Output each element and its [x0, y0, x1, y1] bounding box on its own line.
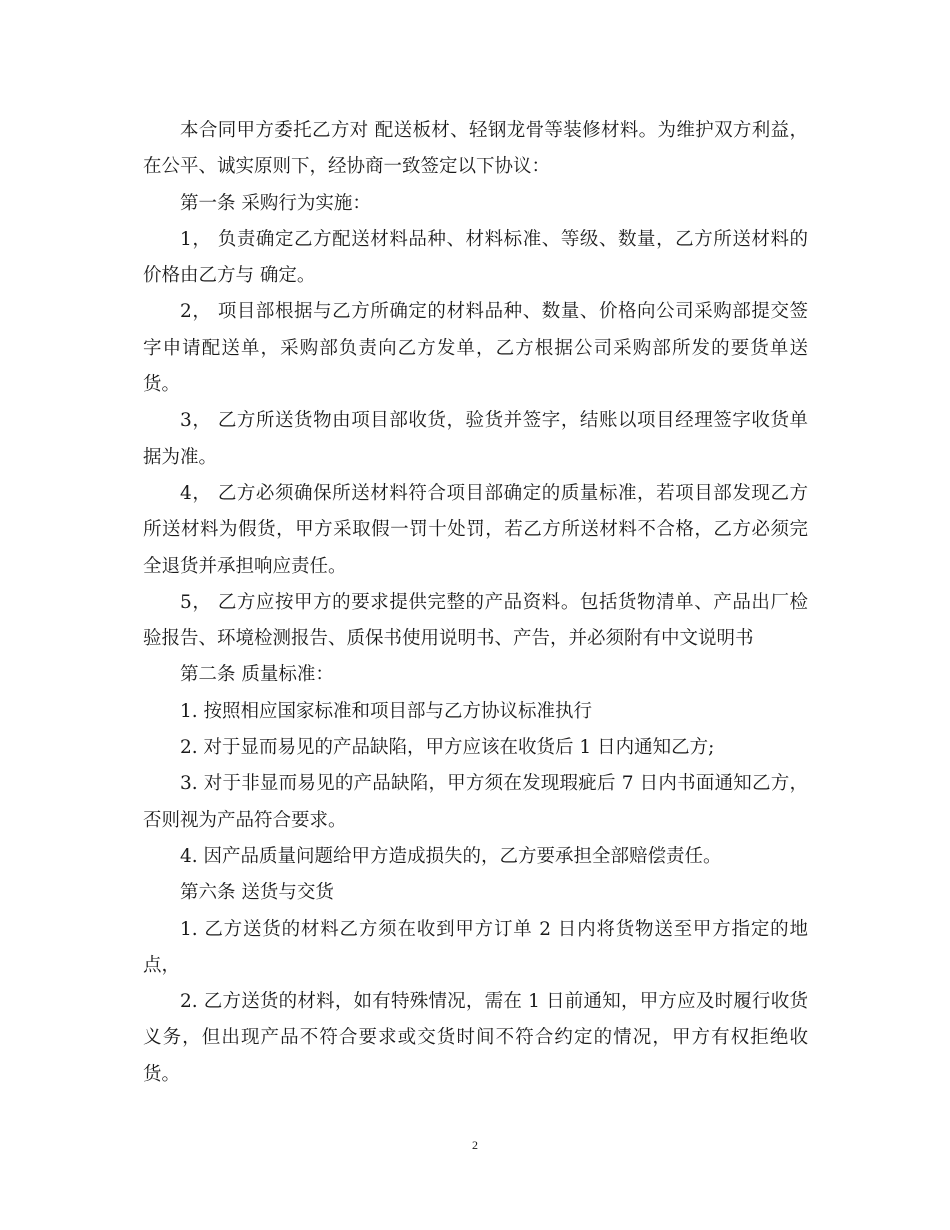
document-body [143, 113, 808, 1093]
paragraph-intro: 本合同甲方委托乙方对 配送板材、轻钢龙骨等装修材料。为维护双方利益，在公平、诚实原则下，经协商一致签定以下协议： [143, 120, 808, 178]
clause-1-5: 5， 乙方应按甲方的要求提供完整的产品资料。包括货物清单、产品出厂检验报告、环境检测报告、质保书使用说明书、产告，并必须附有中文说明书 [143, 591, 808, 650]
section-heading-2: 第二条 质量标准： [180, 664, 334, 686]
clause-2-2: 2. 对于显而易见的产品缺陷，甲方应该在收货后 1 日内通知乙方; [180, 737, 715, 759]
clause-6-1: 1. 乙方送货的材料乙方须在收到甲方订单 2 日内将货物送至甲方指定的地点， [143, 918, 808, 976]
clause-6-2: 2. 乙方送货的材料，如有特殊情况，需在 1 日前通知，甲方应及时履行收货义务，但出现产品不符合要求或交货时间不符合约定的情况，甲方有权拒绝收货。 [143, 991, 808, 1085]
clause-1-3: 3， 乙方所送货物由项目部收货，验货并签字，结账以项目经理签字收货单据为准。 [143, 410, 808, 468]
clause-2-4: 4. 因产品质量问题给甲方造成损失的，乙方要承担全部赔偿责任。 [180, 845, 722, 867]
section-heading-6: 第六条 送货与交货 [180, 882, 334, 904]
clause-2-1: 1. 按照相应国家标准和项目部与乙方协议标准执行 [180, 700, 593, 722]
clause-1-4: 4， 乙方必须确保所送材料符合项目部确定的质量标准，若项目部发现乙方所送材料为假货，甲方采取假一罚十处罚，若乙方所送材料不合格，乙方必须完全退货并承担响应责任。 [143, 482, 808, 577]
section-heading-1: 第一条 采购行为实施： [180, 192, 371, 214]
clause-1-2: 2， 项目部根据与乙方所确定的材料品种、数量、价格向公司采购部提交签字申请配送单，采购部负责向乙方发单，乙方根据公司采购部所发的要货单送货。 [143, 301, 808, 396]
clause-1-1: 1， 负责确定乙方配送材料品种、材料标准、等级、数量，乙方所送材料的价格由乙方与 确定。 [143, 228, 808, 287]
page-number: 2 [472, 1138, 478, 1152]
clause-2-3: 3. 对于非显而易见的产品缺陷，甲方须在发现瑕疵后 7 日内书面通知乙方，否则视为产品符合要求。 [143, 773, 808, 831]
